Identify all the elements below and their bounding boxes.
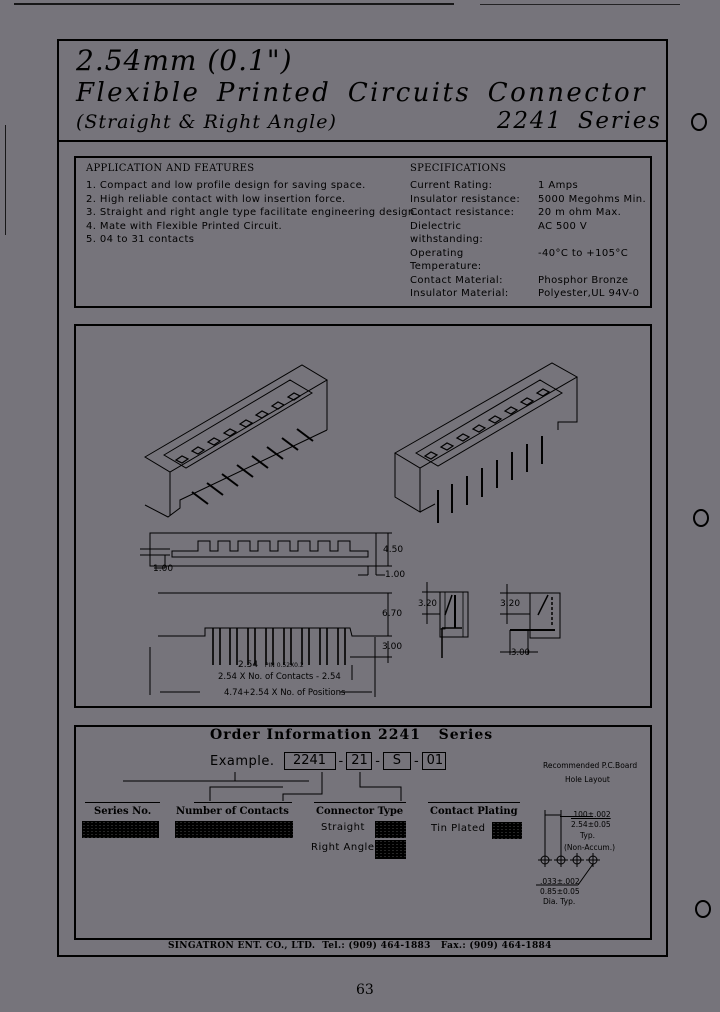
contacts-heading-rule — [194, 802, 292, 803]
spec-row — [410, 247, 650, 274]
series-no-redacted-field — [82, 821, 159, 838]
header-line2: Flexible Printed Circuits Connector — [76, 78, 647, 108]
part-type-box: S — [383, 752, 411, 770]
connector-type-straight-code — [375, 821, 406, 838]
pcb-dia-note: Dia. Typ. — [543, 897, 576, 906]
header-divider — [58, 140, 667, 142]
spec-row — [410, 179, 650, 193]
spec-label: Insulator Material: — [410, 288, 509, 299]
part-dash: - — [338, 753, 344, 769]
binder-hole-middle — [693, 509, 709, 527]
dim-height-top: 4.50 — [383, 545, 404, 555]
spec-row — [410, 193, 650, 207]
connector-type-right-angle-code — [375, 840, 406, 859]
scan-mark-top-left — [14, 3, 454, 5]
connector-straight-isometric-drawing — [140, 360, 340, 520]
part-plating-box: 01 — [422, 752, 446, 770]
spec-value: -40°C to +105°C — [538, 247, 629, 259]
feature-item: 3. Straight and right angle type facilitate engineering design. — [86, 207, 419, 218]
dim-contacts-span: 2.54 X No. of Contacts - 2.54 — [218, 672, 341, 682]
part-dash: - — [375, 753, 380, 769]
dim-side-right-offset: 3.00 — [511, 648, 530, 658]
connector-side-views-drawing — [400, 570, 580, 670]
spec-value: Phosphor Bronze — [538, 274, 629, 286]
number-of-contacts-redacted-field — [175, 821, 293, 838]
part-contacts-box: 21 — [346, 752, 372, 770]
part-dash: - — [413, 753, 419, 769]
spec-value: 5000 Megohms Min. — [538, 193, 647, 205]
footer-rule-top — [140, 938, 640, 940]
specifications-title: SPECIFICATIONS — [410, 163, 507, 174]
contact-plating-heading: Contact Plating — [430, 806, 518, 817]
dim-offset-right: 1.00 — [385, 570, 406, 580]
footer-rule-bottom — [140, 955, 667, 957]
series-no-heading: Series No. — [94, 806, 152, 817]
connector-type-heading: Connector Type — [316, 806, 404, 817]
spec-row — [410, 287, 650, 301]
features-section — [86, 163, 419, 247]
order-title: Order Information 2241 Series — [210, 727, 494, 743]
dim-pin-length: 3.00 — [382, 642, 403, 652]
header-subtitle: (Straight & Right Angle) — [76, 111, 337, 133]
spec-label: Current Rating: — [410, 180, 493, 191]
footer-company-contact: SINGATRON ENT. CO., LTD. Tel.: (909) 464-1883 Fax.: (909) 464-1884 — [168, 941, 552, 951]
spec-label: Dielectric withstanding: — [410, 220, 484, 245]
pcb-dia-mm: 0.85±0.05 — [540, 887, 580, 896]
spec-label: Contact Material: — [410, 274, 503, 286]
order-example-label: Example. — [210, 753, 275, 769]
pcb-title-line1: Recommended P.C.Board — [543, 761, 638, 770]
contact-plating-tin-label: Tin Plated — [431, 823, 486, 834]
scan-mark-left — [5, 125, 6, 235]
dim-height-body: 6.70 — [382, 609, 403, 619]
binder-hole-bottom — [695, 900, 711, 918]
header-line1: 2.54mm (0.1") — [76, 44, 293, 77]
feature-item: 2. High reliable contact with low insertion force. — [86, 193, 346, 205]
binder-hole-top — [691, 113, 707, 131]
contact-plating-tin-code — [492, 822, 522, 839]
pcb-pitch-inch: .100±.002 — [571, 810, 611, 819]
feature-item: 1. Compact and low profile design for saving space. — [86, 180, 366, 191]
spec-label: Contact resistance: — [410, 207, 515, 218]
dim-overall: 4.74+2.54 X No. of Positions — [224, 688, 346, 698]
dim-side-straight: 3.20 — [418, 599, 437, 609]
spec-label: Operating Temperature: — [410, 247, 482, 272]
dim-side-right: 3.20 — [500, 599, 521, 609]
connector-type-right-angle-label: Right Angle — [311, 842, 375, 853]
dim-pin-size: PIN 0.52X0.2 — [264, 662, 304, 669]
spec-value: AC 500 V — [538, 220, 588, 232]
spec-row — [410, 206, 650, 220]
dim-pitch-value: 2.54 — [238, 660, 259, 670]
spec-label: Insulator resistance: — [410, 193, 521, 205]
dim-offset-left: 1.00 — [153, 564, 174, 574]
feature-item: 4. Mate with Flexible Printed Circuit. — [86, 220, 283, 232]
pcb-title-line2: Hole Layout — [565, 775, 610, 784]
number-of-contacts-heading: Number of Contacts — [176, 806, 289, 817]
feature-item: 5. 04 to 31 contacts — [86, 234, 195, 245]
part-series-box: 2241 — [284, 752, 336, 770]
connector-type-straight-label: Straight — [321, 822, 365, 833]
specifications-section — [410, 163, 650, 301]
spec-value: 1 Amps — [538, 180, 579, 191]
pcb-pitch-note-typ: Typ. — [580, 831, 595, 840]
dim-pitch — [238, 660, 304, 670]
spec-value: 20 m ohm Max. — [538, 207, 622, 218]
features-title: APPLICATION AND FEATURES — [86, 163, 255, 174]
plating-heading-rule — [428, 802, 520, 803]
pcb-pitch-mm: 2.54±0.05 — [571, 820, 611, 829]
series-heading-rule — [85, 802, 160, 803]
type-heading-rule — [314, 802, 406, 803]
scan-mark-top-right — [480, 4, 680, 5]
page-number: 63 — [356, 982, 374, 998]
pcb-pitch-note-non-accum: (Non-Accum.) — [564, 843, 616, 852]
connector-right-angle-isometric-drawing — [380, 360, 580, 530]
order-leader-lines — [75, 770, 535, 810]
spec-row — [410, 274, 650, 288]
order-example — [210, 752, 446, 770]
pcb-dia-inch: .033±.002 — [540, 877, 580, 886]
spec-value: Polyester,UL 94V-0 — [538, 288, 640, 299]
header-series: 2241 Series — [497, 108, 662, 134]
spec-row — [410, 220, 650, 247]
